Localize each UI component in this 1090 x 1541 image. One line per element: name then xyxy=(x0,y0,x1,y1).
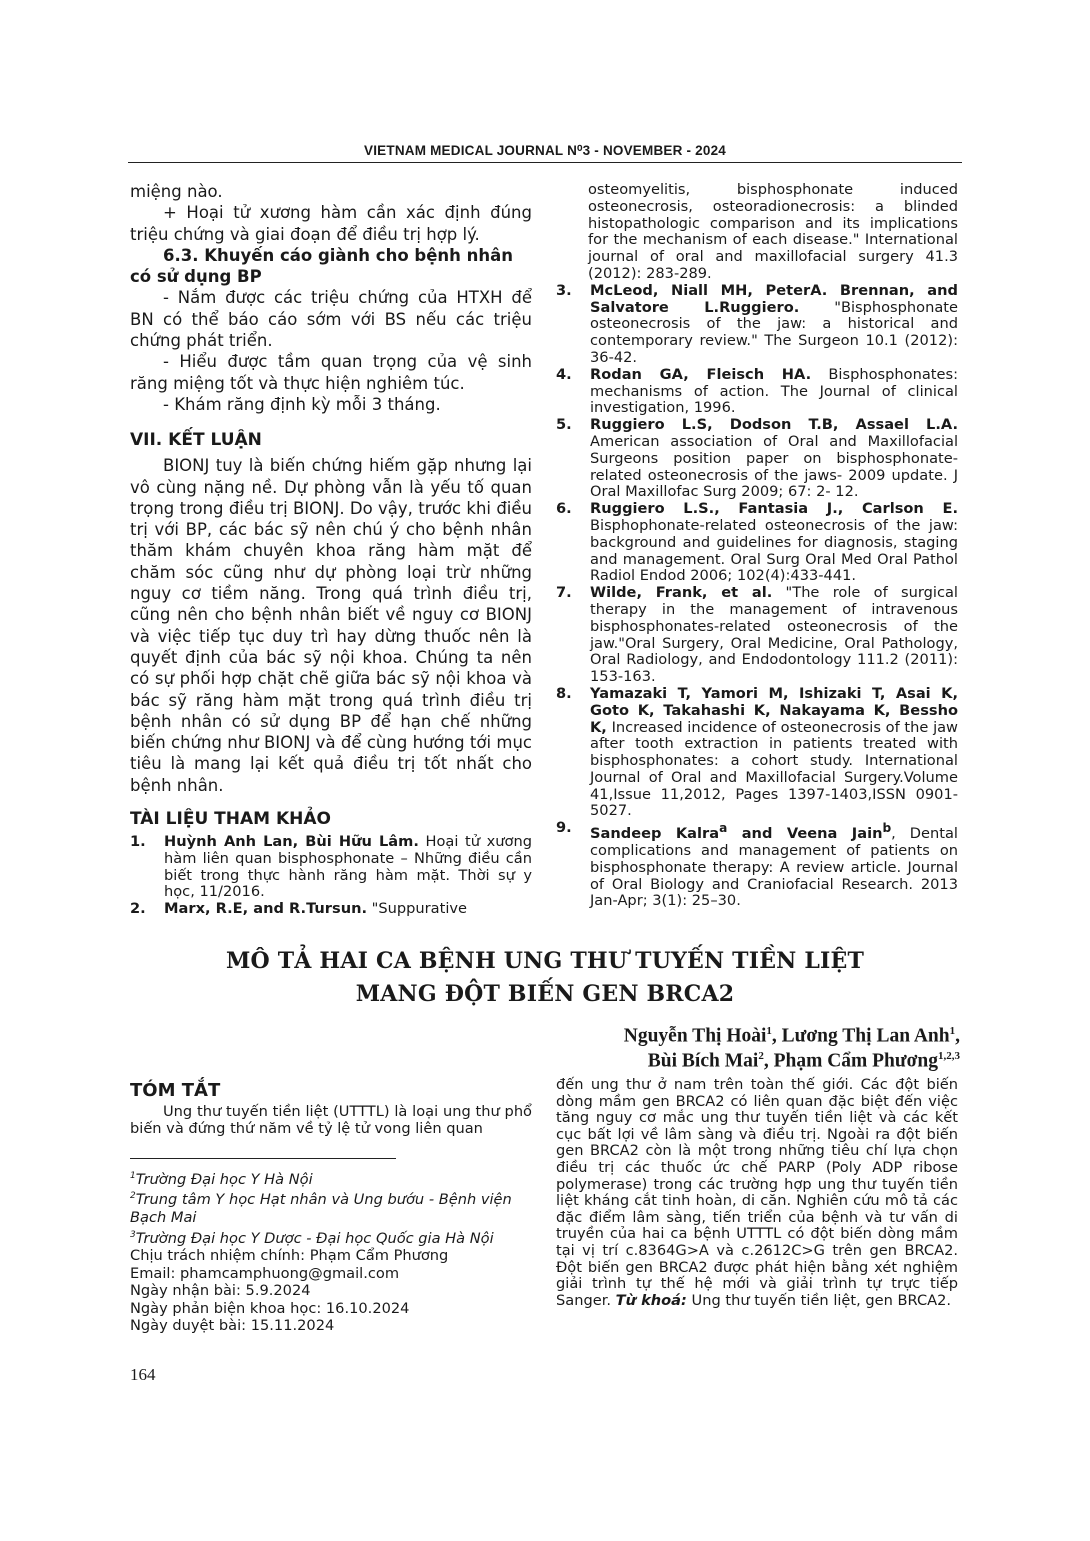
affiliation-1: $^1$Trường Đại học Y Hà Nội xyxy=(130,1170,313,1188)
reference-text: Bisphosphonates: mechanisms of action. The Journal of clinical investigation, 1996. xyxy=(590,365,958,417)
reference-authors: Rodan GA, Fleisch HA. xyxy=(590,365,812,383)
reference-authors: Wilde, Frank, et al. xyxy=(590,584,773,602)
reference-number: 7. xyxy=(556,584,572,602)
email: Email: phamcamphuong@gmail.com xyxy=(130,1264,400,1282)
reference-text: American association of Oral and Maxillofacial Surgeons position paper on bisphosphonate-related osteonecrosis of the jaws- 2009 update. J Oral Maxillofac Surg 2009; 67: 2- 12. xyxy=(590,432,958,501)
keywords-label: Từ khoá: xyxy=(615,1291,687,1309)
section-heading: VII. KẾT LUẬN xyxy=(130,430,262,451)
reference-text: "The role of surgical therapy in the management of intravenous bisphosphonates-related osteonecrosis of the jaw."Oral Surgery, Oral Medicine, Oral Pathology, Oral Radiology, and Endodontology 111.2 (2011): 153-163. xyxy=(590,584,958,686)
reference-item xyxy=(556,417,958,501)
date-received: Ngày nhận bài: 5.9.2024 xyxy=(130,1282,311,1300)
date-reviewed: Ngày phản biện khoa học: 16.10.2024 xyxy=(130,1299,410,1317)
author-line2: Bùi Bích Mai$^2$, Phạm Cẩm Phương$^{1,2,3}$ xyxy=(647,1050,960,1072)
paragraph: - Nắm được các triệu chứng của HTXH để BN có thể báo cáo sớm với BS nếu các triệu chứng phát triển. xyxy=(130,288,532,351)
reference-authors: McLeod, Niall MH, PeterA. Brennan, and Salvatore L.Ruggiero. xyxy=(590,281,958,316)
author-line1: Nguyễn Thị Hoài$^1$, Lương Thị Lan Anh$^1$, xyxy=(623,1025,960,1047)
page-number: 164 xyxy=(130,1365,156,1384)
right-column xyxy=(556,182,958,910)
reference-item xyxy=(556,367,958,417)
reference-number: 4. xyxy=(556,365,572,383)
author-name: Lương Thị Lan Anh xyxy=(781,1025,950,1047)
reference-text: "Bisphosphonate osteonecrosis of the jaw: a historical and contemporary review." The Surgeon 10.1 (2012): 36-42. xyxy=(590,298,958,366)
reference-item xyxy=(556,686,958,820)
paragraph: - Hiểu được tầm quan trọng của vệ sinh răng miệng tốt và thực hiện nghiêm túc. xyxy=(130,352,532,393)
reference-number: 1. xyxy=(130,833,146,851)
reference-text: , Dental complications and management of patients on bisphosphonate therapy: A review article. Journal of Oral Biology and Craniofacial Research. 2013 Jan-Apr; 3(1): 25–30. xyxy=(590,825,958,910)
reference-item xyxy=(556,283,958,367)
reference-item xyxy=(130,834,532,901)
reference-number: 3. xyxy=(556,281,572,299)
date-accepted: Ngày duyệt bài: 15.11.2024 xyxy=(130,1317,335,1335)
reference-authors: Huỳnh Anh Lan, Bùi Hữu Lâm. xyxy=(164,833,419,851)
paragraph: miệng nào. xyxy=(130,182,223,201)
responsible-author: Chịu trách nhiệm chính: Phạm Cẩm Phương xyxy=(130,1246,449,1264)
reference-item xyxy=(556,585,958,686)
affiliation-2: $^2$Trung tâm Y học Hạt nhân và Ung bướu - Bệnh viện Bạch Mai xyxy=(130,1191,512,1226)
author-name: Bùi Bích Mai xyxy=(647,1050,759,1072)
paragraph: + Hoại tử xương hàm cần xác định đúng triệu chứng và giai đoạn để điều trị hợp lý. xyxy=(130,203,532,244)
abstract-paragraph: Ung thư tuyến tiền liệt (UTTTL) là loại ung thư phổ biến và đứng thứ năm về tỷ lệ tử vong liên quan xyxy=(130,1103,532,1137)
reference-item xyxy=(556,501,958,585)
reference-item xyxy=(130,901,532,918)
abstract-paragraph: đến ung thư ở nam trên toàn thế giới. Các đột biến dòng mầm gen BRCA2 có liên quan đặc biệt đến việc tăng nguy cơ mắc ung thư tuyến tiền liệt và các kết cục bất lợi về lâm sàng và điều trị. Ngoài ra đột biến gen BRCA2 còn là một trong những tiêu chí lựa chọn điều trị các thuốc ức chế PARP (Poly ADP ribose polymerase) trong các trường hợp ung thư tuyến tiền liệt kháng cắt tinh hoàn, di căn. Nghiên cứu mô tả các đặc điểm lâm sàng, tiến triển của bệnh và tư vấn di truyền của hai ca bệnh UTTTL có đột biến dòng mầm tại vị trí c.8364G>A và c.2612C>G trên gen BRCA2. Đột biến gen BRCA2 được phát hiện bằng xét nghiệm giải trình tự thế hệ mới và giải trình tự trực tiếp Sanger. Từ khoá: Ung thư tuyến tiền liệt, gen BRCA2. xyxy=(556,1076,958,1309)
footnotes xyxy=(130,1168,532,1335)
references-heading: TÀI LIỆU THAM KHẢO xyxy=(130,809,331,830)
affiliation-3: $^3$Trường Đại học Y Dược - Đại học Quốc gia Hà Nội xyxy=(130,1229,494,1247)
reference-authors: Marx, R.E, and R.Tursun. xyxy=(164,900,368,918)
reference-text: Increased incidence of osteonecrosis of the jaw after tooth extraction in patients treated with bisphosphonates: a cohort study. International Journal of Oral and Maxillofacial Surgery.Volume 41,Issue 11,2012, Pages 1397-1403,ISSN 0901-5027. xyxy=(590,718,958,820)
paragraph: - Khám răng định kỳ mỗi 3 tháng. xyxy=(163,394,441,414)
abstract-heading: TÓM TẮT xyxy=(130,1080,221,1101)
reference-authors: Ruggiero L.S, Dodson T.B, Assael L.A. xyxy=(590,416,958,434)
subsection-heading: 6.3. Khuyến cáo giành cho bệnh nhân có sử dụng BP xyxy=(130,245,514,287)
abstract-left xyxy=(130,1104,532,1137)
reference-text: Bisphophonate-related osteonecrosis of the jaw: background and guidelines for diagnosis, staging and management. Oral Surg Oral Med Oral Pathol Radiol Endod 2006; 102(4):433-441. xyxy=(590,516,958,585)
abstract-right xyxy=(556,1077,958,1309)
conclusion-paragraph: BIONJ tuy là biến chứng hiếm gặp nhưng lại vô cùng nặng nề. Dự phòng vẫn là yếu tố quan trọng trong điều trị BIONJ. Do vậy, trước khi điều trị với BP, các bác sỹ nên chú ý cho bệnh nhân thăm khám chuyên khoa răng hàm mặt để chăm sóc cũng như dự phòng loại trừ những nguy cơ tiềm năng. Trong quá trình điều trị, cũng nên cho bệnh nhân biết về nguy cơ BIONJ và việc tiếp tục duy trì hay dừng thuốc nên là quyết định của bác sỹ nội khoa. Chúng ta nên có sự phối hợp chặt chẽ giữa bác sỹ nội khoa và bác sỹ răng hàm mặt trong quá trình điều trị bệnh nhân có sử dụng BP để hạn chế những biến chứng như BIONJ và để cùng hướng tới mục tiêu là mang lại kết quả điều trị tốt nhất cho bệnh nhân. xyxy=(130,456,532,795)
reference-continuation: osteomyelitis, bisphosphonate induced osteonecrosis, osteoradionecrosis: a blinded histopathologic comparison and its implications for the mechanism of each disease." International journal of oral and maxillofacial surgery 41.3 (2012): 283-289. xyxy=(588,181,958,282)
article-title-line2: MANG ĐỘT BIẾN GEN BRCA2 xyxy=(355,981,735,1007)
reference-text: "Suppurative xyxy=(367,900,467,918)
reference-number: 5. xyxy=(556,416,572,434)
header-rule xyxy=(128,162,962,163)
author-name: Phạm Cẩm Phương xyxy=(773,1050,938,1072)
reference-number: 9. xyxy=(556,819,572,837)
reference-authors: Yamazaki T, Yamori M, Ishizaki T, Asai K, Goto K, Takahashi K, Nakayama K, Bessho K, xyxy=(590,684,958,736)
reference-item xyxy=(556,820,958,910)
footnote-rule xyxy=(130,1158,396,1159)
reference-number: 2. xyxy=(130,900,146,918)
author-name: Nguyễn Thị Hoài xyxy=(623,1025,767,1047)
reference-text: Hoại tử xương hàm liên quan bisphosphonate – Những điều cần biết trong thực hành răng hàm mặt. Thời sự y học, 11/2016. xyxy=(164,833,532,901)
reference-number: 6. xyxy=(556,500,572,518)
keywords: Ung thư tuyến tiền liệt, gen BRCA2. xyxy=(686,1291,952,1309)
journal-header: VIETNAM MEDICAL JOURNAL N⁰3 - NOVEMBER - 2024 xyxy=(364,143,726,158)
reference-authors: Sandeep Kalra$^a$ and Veena Jain$^b$ xyxy=(590,821,892,843)
reference-number: 8. xyxy=(556,684,572,702)
reference-authors: Ruggiero L.S., Fantasia J., Carlson E. xyxy=(590,500,958,518)
left-column xyxy=(130,181,532,918)
article-title-line1: MÔ TẢ HAI CA BỆNH UNG THƯ TUYẾN TIỀN LIỆT xyxy=(225,948,865,974)
